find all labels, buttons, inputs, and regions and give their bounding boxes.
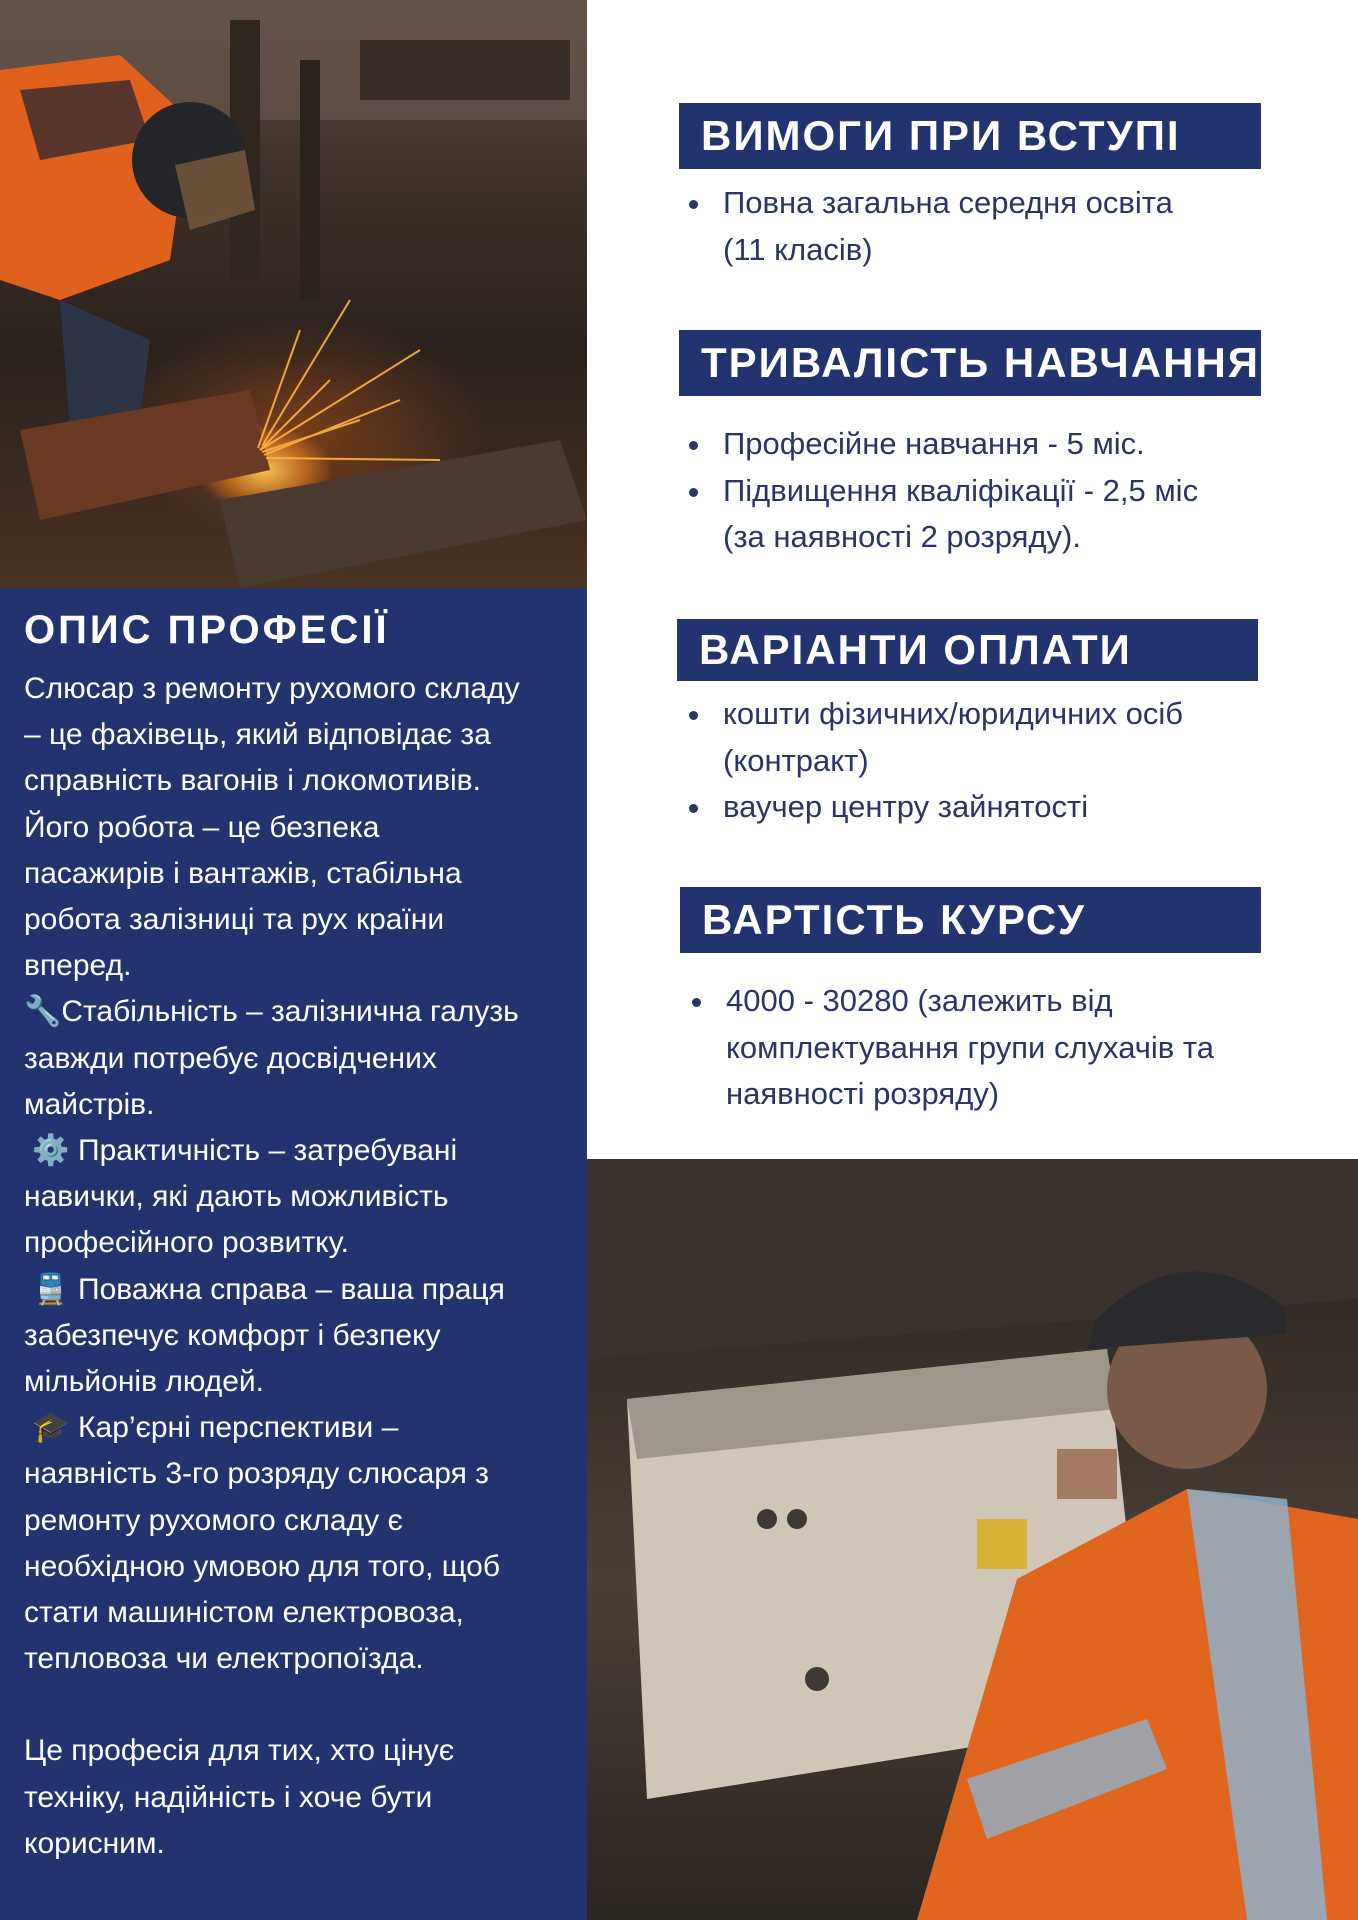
profession-description-panel bbox=[0, 588, 587, 1920]
point-line: наявність 3-го розряду слюсаря з bbox=[24, 1457, 489, 1491]
photo-worker-grinding bbox=[0, 0, 587, 588]
photo-worker-repair bbox=[587, 1159, 1358, 1920]
intro-line: Слюсар з ремонту рухомого складу bbox=[24, 672, 520, 705]
payment-header: ВАРІАНТИ ОПЛАТИ bbox=[677, 619, 1258, 681]
outro-line: корисним. bbox=[24, 1826, 165, 1860]
intro-line: – це фахівець, який відповідає за bbox=[24, 718, 491, 752]
worker-grinding-illustration bbox=[0, 0, 587, 588]
list-item: Повна загальна середня освіта (11 класів) bbox=[683, 180, 1303, 273]
point-line: тепловоза чи електропоїзда. bbox=[24, 1642, 424, 1676]
duration-header: ТРИВАЛІСТЬ НАВЧАННЯ bbox=[679, 330, 1261, 396]
requirements-list bbox=[683, 180, 1303, 273]
outro-line: Це професія для тих, хто цінує bbox=[24, 1734, 455, 1768]
list-item: ваучер центру зайнятості bbox=[683, 784, 1303, 831]
point-stability bbox=[24, 989, 564, 1035]
intro-line: пасажирів і вантажів, стабільна bbox=[24, 856, 462, 890]
point-line: необхідною умовою для того, щоб bbox=[24, 1549, 501, 1583]
profession-description-text bbox=[24, 666, 564, 1867]
graduation-cap-icon: 🎓 bbox=[32, 1410, 70, 1446]
intro-line: робота залізниці та рух країни bbox=[24, 903, 445, 937]
outro-line: техніку, надійність і хоче бути bbox=[24, 1780, 433, 1814]
point-line: майстрів. bbox=[24, 1087, 155, 1121]
list-item: Професійне навчання - 5 міс. bbox=[683, 421, 1303, 468]
train-icon: 🚆 bbox=[32, 1271, 70, 1307]
point-line: Практичність – затребувані bbox=[78, 1134, 458, 1168]
intro-line: Його робота – це безпека bbox=[24, 810, 380, 844]
cost-list bbox=[686, 978, 1326, 1118]
intro-line: справність вагонів і локомотивів. bbox=[24, 764, 481, 798]
point-line: ремонту рухомого складу є bbox=[24, 1503, 403, 1537]
point-line: стати машиністом електровоза, bbox=[24, 1596, 464, 1630]
point-practicality bbox=[24, 1128, 564, 1174]
point-line: завжди потребує досвідчених bbox=[24, 1041, 437, 1075]
list-item: кошти фізичних/юридичних осіб (контракт) bbox=[683, 691, 1303, 784]
point-respect bbox=[24, 1267, 564, 1313]
payment-list bbox=[683, 691, 1303, 831]
point-career bbox=[24, 1405, 564, 1451]
duration-list bbox=[683, 421, 1303, 561]
profession-description-title: ОПИС ПРОФЕСІЇ bbox=[24, 608, 390, 652]
requirements-header: ВИМОГИ ПРИ ВСТУПІ bbox=[679, 103, 1261, 169]
list-item: 4000 - 30280 (залежить від комплектування групи слухачів та наявності розряду) bbox=[686, 978, 1326, 1118]
gear-icon: ⚙️ bbox=[32, 1133, 70, 1169]
point-line: Кар’єрні перспективи – bbox=[78, 1411, 399, 1445]
cost-header: ВАРТІСТЬ КУРСУ bbox=[680, 887, 1261, 953]
worker-repair-illustration bbox=[587, 1159, 1358, 1920]
point-line: Стабільність – залізнична галузь bbox=[61, 995, 519, 1029]
wrench-icon: 🔧 bbox=[24, 994, 62, 1030]
point-line: мільйонів людей. bbox=[24, 1365, 264, 1399]
point-line: забезпечує комфорт і безпеку bbox=[24, 1318, 441, 1352]
list-item: Підвищення кваліфікації - 2,5 міс (за наявності 2 розряду). bbox=[683, 468, 1303, 561]
point-line: навички, які дають можливість bbox=[24, 1180, 449, 1214]
point-line: професійного розвитку. bbox=[24, 1226, 349, 1260]
intro-line: вперед. bbox=[24, 949, 132, 983]
point-line: Поважна справа – ваша праця bbox=[78, 1272, 505, 1306]
